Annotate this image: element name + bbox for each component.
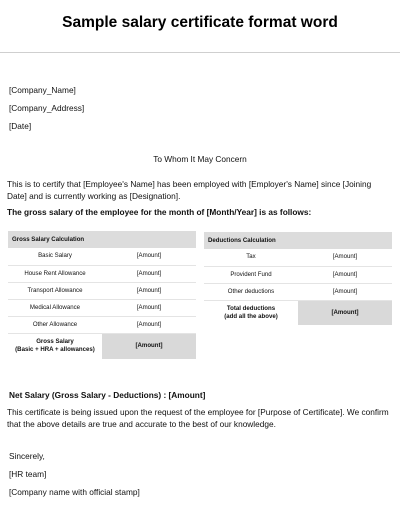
gross-total-row [8,333,196,359]
gross-heading: The gross salary of the employee for the month of [Month/Year] is as follows: [7,207,312,217]
deductions-table [204,232,392,325]
deductions-total-label [204,300,298,325]
row-amount: [Amount] [298,249,392,266]
table-row [8,282,196,299]
row-label: Tax [204,249,298,266]
deductions-total-label-line1: Total deductions [226,304,276,312]
row-amount: [Amount] [102,299,196,316]
row-amount: [Amount] [102,248,196,265]
row-label: Provident Fund [204,266,298,283]
deductions-total-amount: [Amount] [298,300,392,325]
gross-total-label-line1: Gross Salary [36,338,74,346]
company-stamp: [Company name with official stamp] [9,487,140,497]
closing: Sincerely, [9,451,45,461]
deductions-total-label-line2: (add all the above) [224,312,278,320]
row-label: Basic Salary [8,248,102,265]
row-label: Other Allowance [8,316,102,333]
net-salary: Net Salary (Gross Salary - Deductions) : [Amount] [9,390,206,400]
row-amount: [Amount] [102,265,196,282]
row-label: Transport Allowance [8,282,102,299]
title-divider [0,52,400,53]
table-row [204,266,392,283]
row-label: Other deductions [204,283,298,300]
table-row [8,265,196,282]
table-row [204,283,392,300]
signatory: [HR team] [9,469,47,479]
row-amount: [Amount] [298,283,392,300]
gross-salary-table [8,231,196,359]
table-row [8,299,196,316]
gross-total-label-line2: (Basic + HRA + allowances) [15,346,95,354]
gross-total-label [8,333,102,359]
gross-total-amount: [Amount] [102,333,196,359]
date: [Date] [9,121,32,131]
deductions-table-header: Deductions Calculation [204,232,392,249]
gross-table-header: Gross Salary Calculation [8,231,196,248]
company-address: [Company_Address] [9,103,85,113]
row-label: House Rent Allowance [8,265,102,282]
row-amount: [Amount] [102,316,196,333]
company-name: [Company_Name] [9,85,76,95]
deductions-total-row [204,300,392,325]
table-row [8,248,196,265]
table-row [8,316,196,333]
table-row [204,249,392,266]
intro-paragraph: This is to certify that [Employee's Name] has been employed with [Employer's Name] since [Joining Date] and is currently working as [Designation]. [7,179,372,201]
row-amount: [Amount] [298,266,392,283]
page-title: Sample salary certificate format word [62,14,338,31]
purpose-paragraph: This certificate is being issued upon the request of the employee for [Purpose of Certificate]. We confirm that the above details are true and accurate to the best of our knowledge. [7,407,389,429]
row-amount: [Amount] [102,282,196,299]
salutation: To Whom It May Concern [153,154,247,164]
row-label: Medical Allowance [8,299,102,316]
